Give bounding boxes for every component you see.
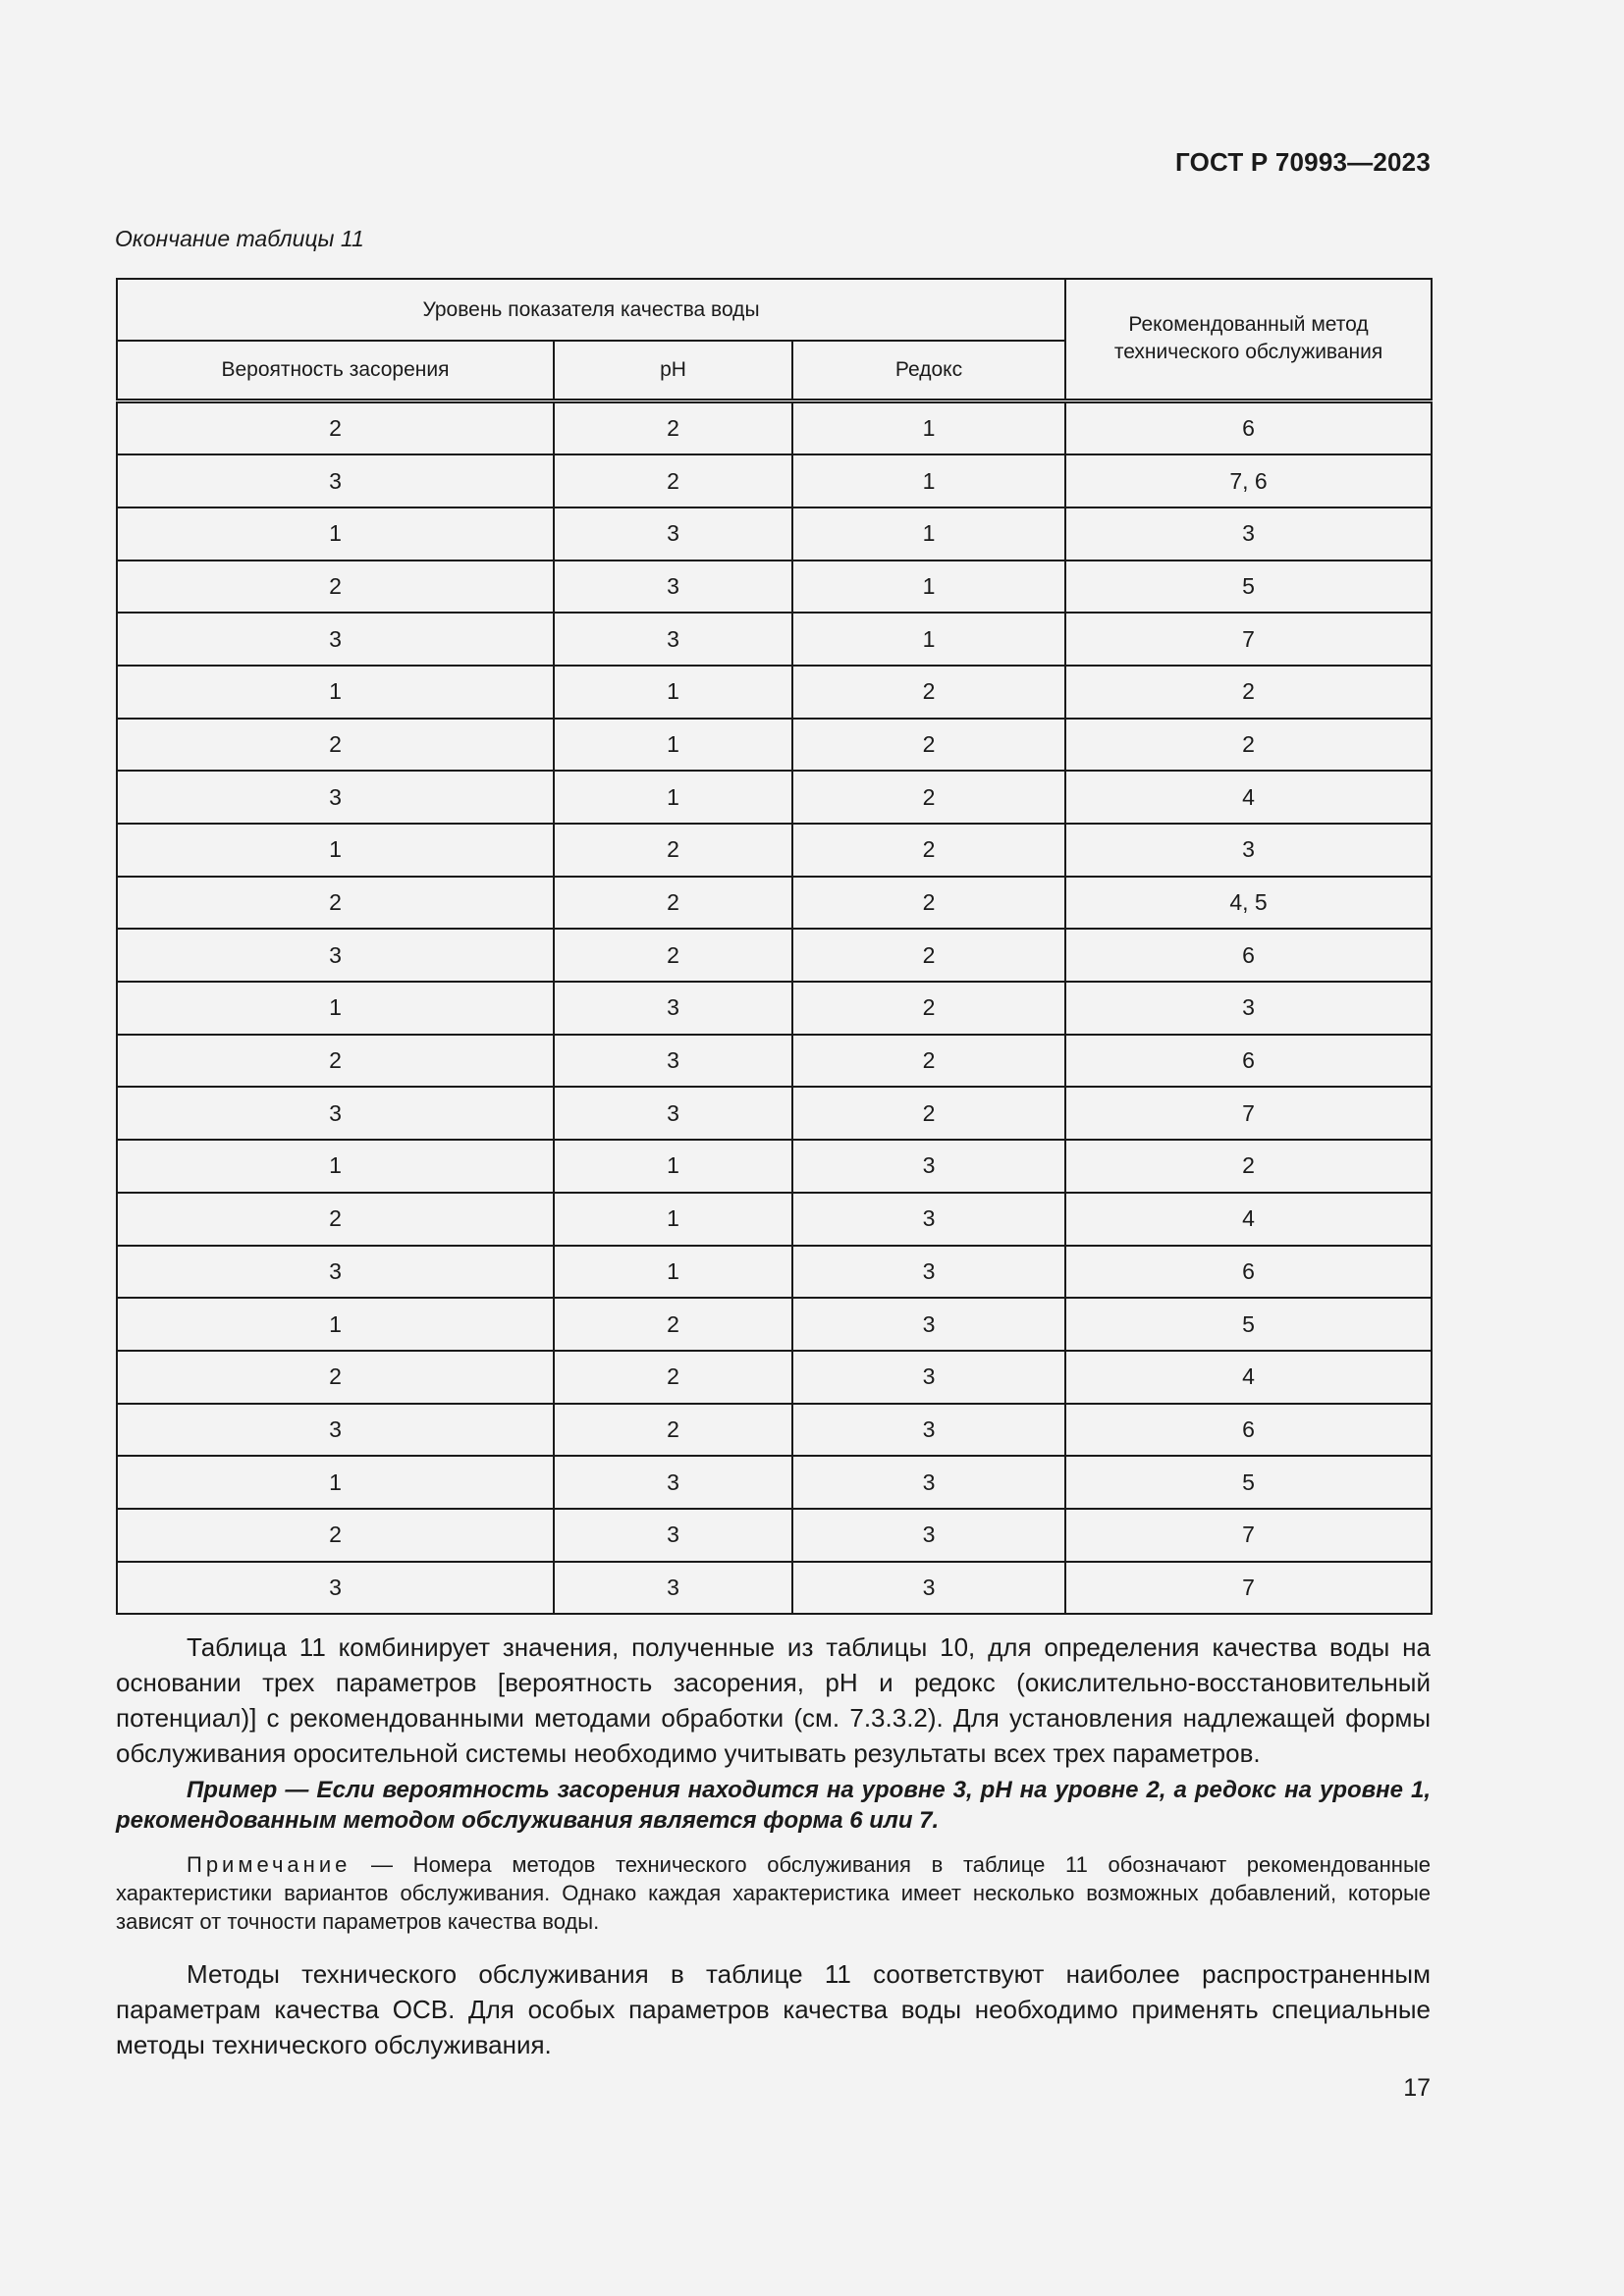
method-cell: 4 (1065, 1193, 1432, 1246)
ph-level-cell: 1 (554, 771, 792, 824)
column-header-clogging: Вероятность засорения (117, 341, 554, 400)
method-header: Рекомендованный метод технического обслуживания (1065, 279, 1432, 400)
table-row (117, 666, 1432, 719)
table-row (117, 1298, 1432, 1351)
method-cell: 6 (1065, 1246, 1432, 1299)
ph-level-cell: 2 (554, 877, 792, 930)
note (116, 1850, 1431, 1936)
redox-level-cell: 2 (792, 771, 1065, 824)
table-row (117, 1562, 1432, 1615)
page-number: 17 (1403, 2074, 1431, 2102)
column-header-redox: Редокс (792, 341, 1065, 400)
ph-level-cell: 1 (554, 719, 792, 772)
clogging-level-cell: 1 (117, 666, 554, 719)
redox-level-cell: 1 (792, 454, 1065, 507)
method-cell: 7 (1065, 1562, 1432, 1615)
redox-level-cell: 2 (792, 666, 1065, 719)
redox-level-cell: 2 (792, 824, 1065, 877)
table-row (117, 1087, 1432, 1140)
document-code: ГОСТ Р 70993—2023 (1175, 147, 1431, 177)
clogging-level-cell: 3 (117, 613, 554, 666)
method-cell: 3 (1065, 824, 1432, 877)
table-row (117, 1246, 1432, 1299)
ph-level-cell: 3 (554, 1456, 792, 1509)
table-row (117, 719, 1432, 772)
table-row (117, 982, 1432, 1035)
ph-level-cell: 1 (554, 1246, 792, 1299)
clogging-level-cell: 1 (117, 1456, 554, 1509)
redox-level-cell: 2 (792, 877, 1065, 930)
clogging-level-cell: 2 (117, 1035, 554, 1088)
ph-level-cell: 2 (554, 454, 792, 507)
method-cell: 2 (1065, 666, 1432, 719)
table-body (117, 400, 1432, 1614)
ph-level-cell: 1 (554, 1140, 792, 1193)
method-cell: 7 (1065, 613, 1432, 666)
table-row (117, 929, 1432, 982)
clogging-level-cell: 3 (117, 1404, 554, 1457)
clogging-level-cell: 3 (117, 1087, 554, 1140)
method-cell: 6 (1065, 400, 1432, 454)
table-caption: Окончание таблицы 11 (115, 226, 364, 251)
redox-level-cell: 3 (792, 1351, 1065, 1404)
table-row (117, 613, 1432, 666)
ph-level-cell: 3 (554, 507, 792, 561)
table-row (117, 1140, 1432, 1193)
ph-level-cell: 2 (554, 400, 792, 454)
clogging-level-cell: 3 (117, 1246, 554, 1299)
example-text: Пример — Если вероятность засорения находится на уровне 3, pH на уровне 2, а редокс на уровне 1, рекомендованным методом обслуживания является форма 6 или 7. (116, 1777, 1431, 1834)
redox-level-cell: 3 (792, 1404, 1065, 1457)
clogging-level-cell: 2 (117, 1509, 554, 1562)
method-cell: 2 (1065, 1140, 1432, 1193)
clogging-level-cell: 2 (117, 719, 554, 772)
group-header: Уровень показателя качества воды (117, 279, 1065, 341)
clogging-level-cell: 1 (117, 507, 554, 561)
clogging-level-cell: 2 (117, 1193, 554, 1246)
redox-level-cell: 2 (792, 719, 1065, 772)
clogging-level-cell: 3 (117, 454, 554, 507)
method-cell: 3 (1065, 507, 1432, 561)
method-cell: 4 (1065, 771, 1432, 824)
ph-level-cell: 3 (554, 1509, 792, 1562)
table-row (117, 877, 1432, 930)
clogging-level-cell: 1 (117, 1298, 554, 1351)
table-row (117, 1035, 1432, 1088)
ph-level-cell: 1 (554, 666, 792, 719)
redox-level-cell: 2 (792, 1087, 1065, 1140)
redox-level-cell: 2 (792, 929, 1065, 982)
table-row (117, 771, 1432, 824)
table-row (117, 400, 1432, 454)
redox-level-cell: 3 (792, 1562, 1065, 1615)
table-row (117, 1404, 1432, 1457)
note-label: Примечание (187, 1852, 352, 1877)
note-text: — Номера методов технического обслуживания в таблице 11 обозначают рекомендованные характеристики вариантов обслуживания. Однако каждая характеристика имеет несколько возможных добавлений, которые зависят от точности параметров качества воды. (116, 1852, 1431, 1934)
ph-level-cell: 2 (554, 1298, 792, 1351)
ph-level-cell: 1 (554, 1193, 792, 1246)
clogging-level-cell: 3 (117, 929, 554, 982)
ph-level-cell: 3 (554, 613, 792, 666)
ph-level-cell: 3 (554, 982, 792, 1035)
redox-level-cell: 3 (792, 1509, 1065, 1562)
table-row (117, 1193, 1432, 1246)
redox-level-cell: 1 (792, 507, 1065, 561)
clogging-level-cell: 2 (117, 1351, 554, 1404)
paragraph-2: Методы технического обслуживания в таблице 11 соответствуют наиболее распространенным параметрам качества ОСВ. Для особых параметров качества воды необходимо применять специальные методы технического обслуживания. (116, 1959, 1431, 2059)
ph-level-cell: 2 (554, 824, 792, 877)
redox-level-cell: 3 (792, 1456, 1065, 1509)
method-cell: 5 (1065, 1298, 1432, 1351)
table-row (117, 1509, 1432, 1562)
method-cell: 2 (1065, 719, 1432, 772)
method-cell: 6 (1065, 1035, 1432, 1088)
table-row (117, 561, 1432, 614)
clogging-level-cell: 1 (117, 824, 554, 877)
redox-level-cell: 3 (792, 1246, 1065, 1299)
method-cell: 7 (1065, 1087, 1432, 1140)
ph-level-cell: 2 (554, 1351, 792, 1404)
redox-level-cell: 3 (792, 1140, 1065, 1193)
clogging-level-cell: 2 (117, 400, 554, 454)
table-row (117, 1351, 1432, 1404)
ph-level-cell: 3 (554, 1087, 792, 1140)
method-cell: 4, 5 (1065, 877, 1432, 930)
column-header-ph: рН (554, 341, 792, 400)
table-row (117, 1456, 1432, 1509)
method-cell: 7, 6 (1065, 454, 1432, 507)
method-cell: 6 (1065, 929, 1432, 982)
clogging-level-cell: 2 (117, 877, 554, 930)
ph-level-cell: 2 (554, 1404, 792, 1457)
redox-level-cell: 2 (792, 1035, 1065, 1088)
table-row (117, 824, 1432, 877)
table-row (117, 507, 1432, 561)
redox-level-cell: 3 (792, 1193, 1065, 1246)
method-cell: 4 (1065, 1351, 1432, 1404)
redox-level-cell: 2 (792, 982, 1065, 1035)
ph-level-cell: 3 (554, 1562, 792, 1615)
redox-level-cell: 1 (792, 561, 1065, 614)
quality-table (116, 278, 1433, 1615)
clogging-level-cell: 3 (117, 771, 554, 824)
redox-level-cell: 1 (792, 400, 1065, 454)
clogging-level-cell: 1 (117, 982, 554, 1035)
redox-level-cell: 1 (792, 613, 1065, 666)
clogging-level-cell: 1 (117, 1140, 554, 1193)
method-cell: 3 (1065, 982, 1432, 1035)
method-cell: 5 (1065, 561, 1432, 614)
clogging-level-cell: 2 (117, 561, 554, 614)
clogging-level-cell: 3 (117, 1562, 554, 1615)
table-row (117, 454, 1432, 507)
paragraph-1: Таблица 11 комбинирует значения, полученные из таблицы 10, для определения качества воды на основании трех параметров [вероятность засорения, pH и редокс (окислительно-восстановительный потенциал)] с рекомендованными методами обработки (см. 7.3.3.2). Для установления надлежащей формы обслуживания оросительной системы необходимо учитывать результаты всех трех параметров. (116, 1632, 1431, 1768)
method-cell: 6 (1065, 1404, 1432, 1457)
method-cell: 7 (1065, 1509, 1432, 1562)
method-cell: 5 (1065, 1456, 1432, 1509)
redox-level-cell: 3 (792, 1298, 1065, 1351)
ph-level-cell: 3 (554, 1035, 792, 1088)
ph-level-cell: 3 (554, 561, 792, 614)
ph-level-cell: 2 (554, 929, 792, 982)
